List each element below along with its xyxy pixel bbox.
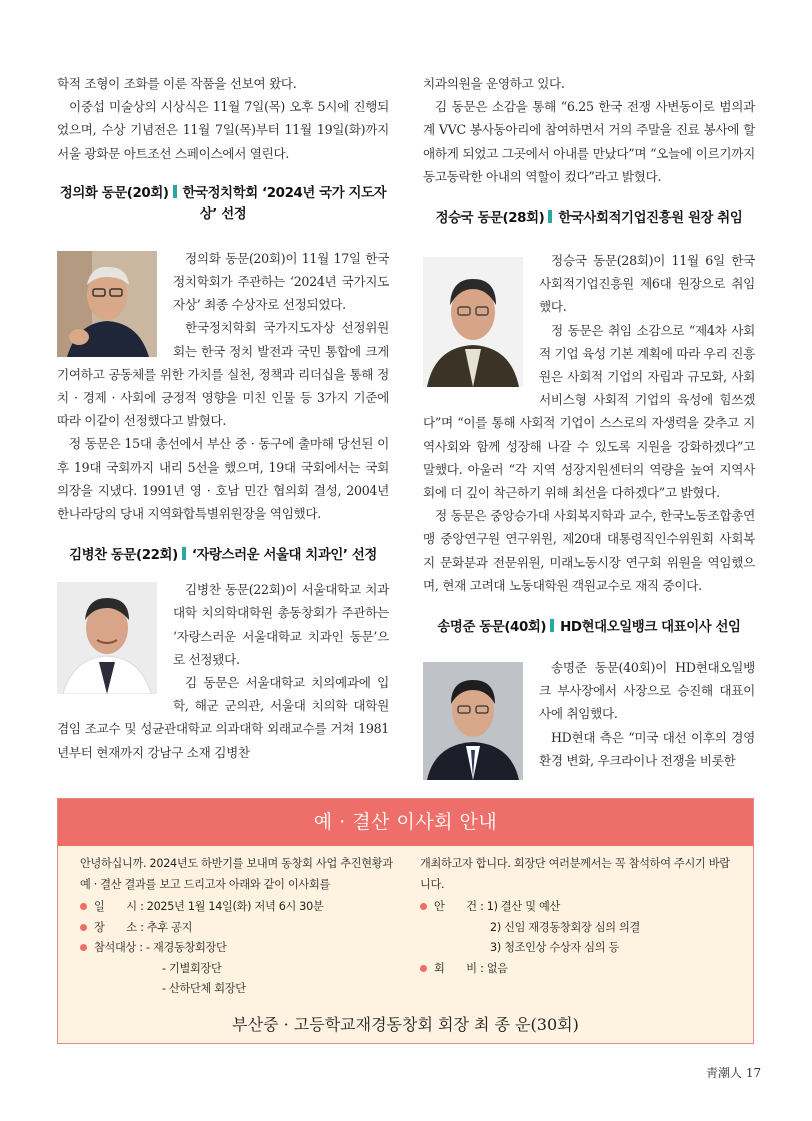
heading-name: 정승국 동문(28회) bbox=[435, 211, 545, 227]
article4-para1: 송명준 동문(40회)이 HD현대오일뱅크 부사장에서 사장으로 승진해 대표이사에 취임했다. bbox=[539, 660, 755, 722]
bullet-dot-icon bbox=[80, 944, 87, 951]
heading-name: 김병찬 동문(22회) bbox=[69, 548, 178, 564]
notice-agenda-value: : 1) 결산 및 예산 bbox=[480, 900, 560, 913]
notice-right-column bbox=[420, 854, 738, 979]
heading-divider bbox=[550, 619, 554, 632]
article3-para1: 정승국 동문(28회)이 11월 6일 한국사회적기업진흥원 제6대 원장으로 취임했다. bbox=[539, 253, 755, 315]
notice-attend-row bbox=[80, 938, 398, 959]
portrait-image bbox=[423, 662, 523, 780]
notice-agenda-row bbox=[420, 897, 738, 918]
article1-para1: 정의화 동문(20회)이 11월 17일 한국정치학회가 주관하는 ‘2024년 국가지도자상’ 최종 수상자로 선정되었다. bbox=[173, 250, 389, 313]
article3-para3: 정 동문은 중앙승가대 사회복지학과 교수, 한국노동조합총연맹 중앙연구원 연구위원, 제20대 대통령직인수위원회 사회복지 문화분과 전문위원, 미래노동시장 연구회 위원을 역임했으며, 현재 고려대 노동대학원 객원교수로 재직 중이다. bbox=[423, 508, 755, 593]
board-meeting-notice bbox=[57, 798, 754, 1044]
article-heading-song-myungjun bbox=[423, 617, 755, 638]
notice-attend-value: - 기별회장단 bbox=[162, 961, 222, 975]
heading-divider bbox=[548, 210, 552, 223]
bullet-dot-icon bbox=[420, 903, 427, 910]
right-intro-para: 김 동문은 소감을 통해 “6.25 한국 전쟁 사변동이로 범의과계 VVC 봉사동아리에 참여하면서 거의 주말을 진료 봉사에 할애하게 되었고 그곳에서 아내를 만났다”며 “오늘에 이르기까지 동고동락한 아내의 역할이 컸다”라고 밝혔다. bbox=[423, 99, 755, 184]
notice-fee-value: : 없음 bbox=[480, 961, 508, 975]
notice-date-value: : 2025년 1월 14일(화) 저녁 6시 30분 bbox=[140, 900, 324, 913]
article4-para2: HD현대 측은 “미국 대선 이후의 경영환경 변화, 우크라이나 전쟁을 비롯한 bbox=[539, 729, 755, 768]
right-intro-line: 치과의원을 운영하고 있다. bbox=[423, 76, 565, 91]
notice-intro-left: 안녕하십니까. 2024년도 하반기를 보내며 동창회 사업 추진현황과 예 · 결산 결과를 보고 드리고자 아래와 같이 이사회를 bbox=[80, 857, 393, 891]
portrait-image bbox=[57, 582, 157, 694]
heading-name: 정의화 동문(20회) bbox=[59, 185, 169, 201]
notice-attend-label: 참석대상 bbox=[94, 941, 137, 954]
notice-place-value: : 추후 공지 bbox=[140, 920, 193, 934]
notice-title: 예 · 결산 이사회 안내 bbox=[58, 799, 753, 846]
notice-fee-label: 회 비 bbox=[434, 961, 477, 975]
article-heading-chung-uihwa bbox=[57, 183, 389, 225]
bullet-dot-icon bbox=[420, 965, 427, 972]
portrait-song-myungjun bbox=[423, 662, 523, 780]
page-number: 靑潮人 17 bbox=[706, 1066, 762, 1080]
heading-title: HD현대오일뱅크 대표이사 선임 bbox=[560, 620, 741, 636]
right-column bbox=[423, 72, 755, 784]
article1-para2: 한국정치학회 국가지도자상 선정위원회는 한국 정치 발전과 국민 통합에 크게 기여하고 공동체를 위한 가치를 실천, 정책과 리더십을 통해 정치 · 경제 · 사회에 긍정적 영향을 미친 인물 등 3가지 기준에 따라 이같이 선정했다고 밝혔다. bbox=[57, 320, 389, 429]
heading-divider bbox=[173, 185, 177, 198]
portrait-chung-uihwa bbox=[57, 251, 157, 357]
portrait-chung-seungguk bbox=[423, 257, 523, 387]
notice-agenda-value: 3) 청조인상 수상자 심의 등 bbox=[490, 941, 619, 954]
article2-para2: 김 동문은 서울대학교 치의예과에 입학, 해군 군의관, 서울대 치의학 대학원 겸임 조교수 및 성균관대학교 의과대학 외래교수를 거쳐 1981년부터 현재까지 강남구 소재 김병찬 bbox=[57, 675, 389, 760]
heading-title: 한국정치학회 ‘2024년 국가 지도자상’ 선정 bbox=[182, 185, 387, 222]
left-intro-line: 학적 조형이 조화를 이룬 작품을 선보여 왔다. bbox=[57, 76, 297, 91]
notice-date-row bbox=[80, 897, 398, 918]
article1-para3: 정 동문은 15대 총선에서 부산 중 · 동구에 출마해 당선된 이후 19대 국회까지 내리 5선을 했으며, 19대 국회에서는 국회의장을 지냈다. 1991년 영 · 호남 민간 협의회 결성, 2004년 한나라당의 당내 지역화합특별위원장을 역임했다. bbox=[57, 436, 389, 522]
heading-title: 한국사회적기업진흥원 원장 취임 bbox=[558, 211, 743, 227]
notice-attend-value: : - 재경동창회장단 bbox=[139, 941, 227, 954]
left-column bbox=[57, 72, 389, 764]
notice-intro-right: 개최하고자 합니다. 회장단 여러분께서는 꼭 참석하여 주시기 바랍니다. bbox=[420, 857, 730, 891]
notice-left-column bbox=[80, 854, 398, 1000]
portrait-image bbox=[423, 257, 523, 387]
article-heading-kim-byungchan bbox=[57, 545, 389, 566]
heading-title: ‘자랑스러운 서울대 치과인’ 선정 bbox=[191, 548, 377, 564]
notice-place-row bbox=[80, 918, 398, 939]
notice-signature: 부산중 · 고등학교재경동창회 회장 최 종 운(30회) bbox=[232, 1015, 579, 1034]
notice-place-label: 장 소 bbox=[94, 920, 137, 934]
notice-attend-value: - 산하단체 회장단 bbox=[162, 982, 246, 995]
notice-agenda-value: 2) 신임 재경동창회장 심의 의결 bbox=[490, 920, 640, 934]
heading-name: 송명준 동문(40회) bbox=[437, 620, 547, 636]
portrait-kim-byungchan bbox=[57, 582, 157, 694]
notice-date-label: 일 시 bbox=[94, 900, 137, 913]
heading-divider bbox=[182, 547, 186, 560]
bullet-dot-icon bbox=[80, 903, 87, 910]
article2-para1: 김병찬 동문(22회)이 서울대학교 치과대학 치의학대학원 총동창회가 주관하는 ‘자랑스러운 서울대학교 치과인 동문’으로 선정됐다. bbox=[173, 582, 389, 667]
notice-fee-row bbox=[420, 959, 738, 980]
portrait-image bbox=[57, 251, 157, 357]
bullet-dot-icon bbox=[80, 924, 87, 931]
article3-para2: 정 동문은 취임 소감으로 “제4차 사회적 기업 육성 기본 계획에 따라 우리 진흥원은 사회적 기업의 자립과 규모화, 사회서비스형 사회적 기업의 육성에 힘쓰겠다”며 “이를 통해 사회적 기업이 스스로의 자생력을 갖추고 지역사회와 함께 성장해 나갈 수 있도록 지원을 강화하겠다”고 말했다. 아울러 “각 지역 성장지원센터의 역량을 높여 지역사회에 더 깊이 착근하기 위해 최선을 다하겠다”고 밝혔다. bbox=[423, 322, 755, 501]
notice-agenda-label: 안 건 bbox=[434, 900, 477, 913]
article-heading-chung-seungguk bbox=[423, 208, 755, 229]
left-intro-para: 이중섭 미술상의 시상식은 11월 7일(목) 오후 5시에 진행되었으며, 수상 기념전은 11월 7일(목)부터 11월 19일(화)까지 서울 광화문 아트조선 스페이스에서 열린다. bbox=[57, 99, 389, 161]
